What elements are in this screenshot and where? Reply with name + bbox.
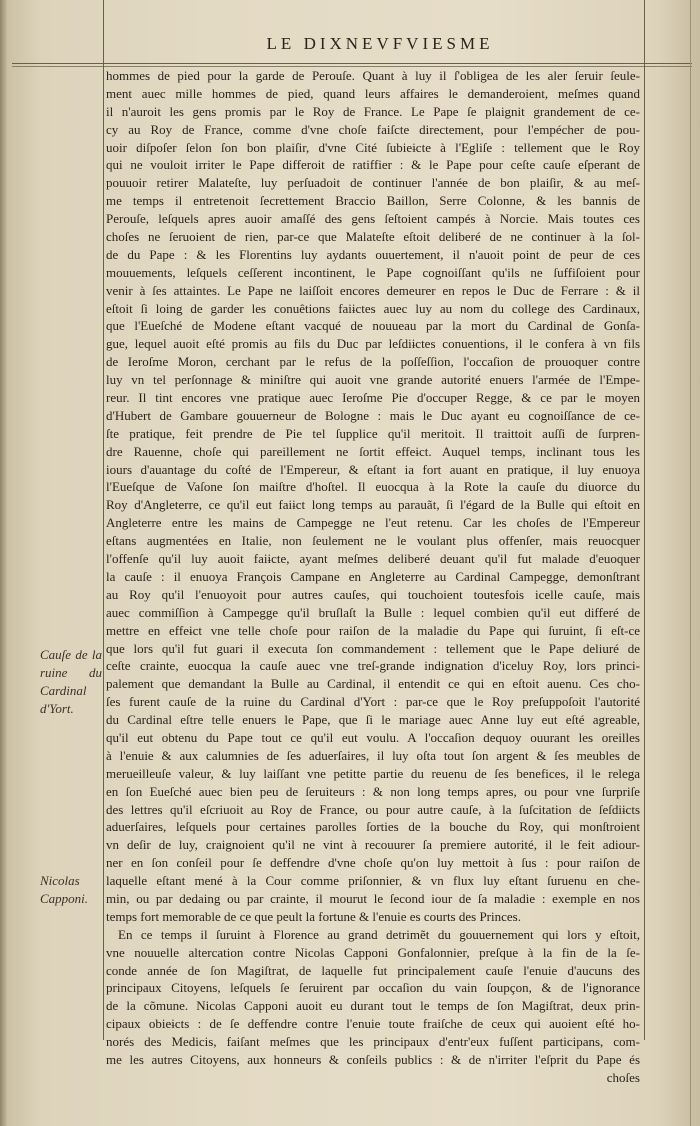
side-note-line: ruine du (40, 664, 102, 680)
text-line: eſtoit ſi loing de garder les conuêtions faiɨctes auec luy au nom du college des Cardinaux, (106, 300, 640, 316)
text-line: Angleterre entre les mains de Campegge ne l'eut retenu. Car les choſes de l'Empereur (106, 515, 640, 531)
text-line: ner en ſon conſeil pour ſe deffendre d'vne choſe qu'on luy mettoit à ſus : pour raiſon de (106, 855, 640, 871)
text-line: principaux Citoyens, leſquels ſe ſeruirent par occaſion du vain ſoupçon, & de l'ignorance (106, 980, 640, 996)
text-line: conde année de ſon Magiſtrat, de laquelle fut principalement cauſe l'enuie d'aucuns des (106, 962, 640, 978)
text-line: ſes furent cauſe de la ruine du Cardinal d'Yort : par-ce que le Roy preſuppoſoit l'autorité (106, 694, 640, 710)
text-line: ſte pratique, feit prendre de Pie tel ſupplice qu'il meritoit. Il traittoit auſſi de ſurpren- (106, 425, 640, 441)
text-line: me les autres Citoyens, aux honneurs & conſeils publics : & de n'irriter l'eſprit du Pape és (106, 1051, 640, 1067)
text-line: à l'enuie & aux calumnies de ſes aduerſaires, il luy oſta tout ſon argent & ſes meubles de (106, 747, 640, 763)
side-note-line: Capponi. (40, 890, 89, 906)
text-line: aduerſaires, leſquels pour certaines parolles ſorties de la bouche du Roy, qui monſtroient (106, 819, 640, 835)
left-margin-rule (103, 0, 104, 1040)
text-line: cipaux obieɨcts : de ſe deffendre contre l'enuie toute fraiſche de ceux qui auoient eſté ho- (106, 1016, 640, 1032)
text-line: que l'Eueſché de Modene eſtant vacqué de nouueau par la mort du Cardinal de Gonſa- (106, 318, 640, 334)
text-line: de la cõmune. Nicolas Capponi auoit eu durant tout le temps de ſon Magiſtrat, deux prin- (106, 998, 640, 1014)
text-line: d'Hubert de Gambare gouuerneur de Bologne : mais le Duc ayant eu cognoiſſance de ce- (106, 407, 640, 423)
side-note-cardinal-dyort (40, 646, 102, 718)
side-note-nicolas-capponi (40, 872, 102, 908)
text-line: uoir diſpoſer ſelon ſon bon plaiſir, d'vne Cité ſubieɨcte à l'Egliſe : tellement que le Roy (106, 139, 640, 155)
text-line: gue, lequel auoit eſté promis au fils du Duc par leſdiɨctes conuentions, il le confera à vn fils (106, 336, 640, 352)
text-line: dre Rauenne, choſe qui pareillement ne ſortit effeɨct. Auquel temps, inclinant tous les (106, 443, 640, 459)
right-margin-rule (644, 0, 645, 1040)
text-line: norés des Medicis, faiſant meſmes que les principaux d'entr'eux fuſſent participans, com- (106, 1034, 640, 1050)
side-note-line: Cardinal (40, 682, 87, 698)
text-line: cy au Roy de France, comme d'vne choſe faiſcte directement, pour l'empécher de pou- (106, 121, 640, 137)
text-line: hommes de pied pour la garde de Perouſe. Quant à luy il ſ'obligea de les aler ſeruir ſeule- (106, 68, 640, 83)
outer-margin-rule (690, 0, 691, 1126)
running-header: LE DIXNEVFVIESME (266, 34, 494, 53)
text-line: mettre en effeɨct vne telle choſe pour raiſon de la maladie du Pape qui ſuruint, ſi eſt-ce (106, 622, 640, 638)
text-line: eſtans augmentées en Italie, non ſeulement ne le voulant plus offenſer, mais reuocquer (106, 533, 640, 549)
text-line: min, ou par dedaing ou par crainte, il mourut le ſecond iour de ſa maladie : exemple en nos (106, 890, 640, 906)
text-line: ceſte crainte, euocqua la cauſe auec vne treſ-grande indignation d'iceluy Roy, lors princi- (106, 658, 640, 674)
text-line: de du Pape : & les Florentins luy aydants ouuertement, il n'auoit point de peur de ces (106, 246, 640, 262)
text-line: auec commiſſion à Campegge qu'il bruſlaſt la Bulle : lequel combien qu'il eut differé de (106, 604, 640, 620)
text-line: temps fort memorable de ce que peult la fortune & l'enuie es courts des Princes. (106, 908, 521, 924)
text-line: me temps il entretenoit ſecrettement Braccio Baillon, Serre Colonne, & les bannis de (106, 193, 640, 209)
text-line: qu'il eut obtenu du Pape tout ce qu'il eut voulu. A l'occaſion dequoy ouurant les oreilles (106, 729, 640, 745)
text-line: l'Eueſque de Vaſone ſon maiſtre d'hoſtel. Il euocqua à la Rote la cauſe du diuorce du (106, 479, 640, 495)
side-note-line: Cauſe de la (40, 647, 102, 662)
text-line: l'offenſe qu'il luy auoit faiɨcte, ayant meſmes deliberé deuant qu'il fut malade d'euoquer (106, 551, 640, 567)
text-line: il n'auroit les gens promis par le Roy de France. Le Pape ſe plaignit grandement de ce- (106, 103, 640, 119)
text-line: que lors qu'il fut guari il executa ſon commandement : tellement que le Pape deliuré de (106, 640, 640, 656)
text-line: Roy d'Angleterre, ce qu'il eut faiɨct long temps au parauãt, ſi l'égard de la Bulle qui eſtoit en (106, 497, 640, 513)
header-rule (12, 63, 692, 64)
text-line: luy vn tel perſonnage & miniſtre qui auoit vne grande autorité enuers l'armée de l'Empe- (106, 372, 640, 388)
text-line: ment auec mille hommes de pied, quand leurs affaires le demanderoient, meſmes quand (106, 85, 640, 101)
text-line: choſes (606, 1069, 640, 1085)
text-line: choſes ne ſeruoient de rien, par-ce que Malateſte eſtoit deliberé de ne continuer à la ſol- (106, 229, 640, 245)
side-note-line: Nicolas (40, 873, 80, 888)
text-line: vne nouuelle altercation contre Nicolas Capponi Gonfalonnier, preſque à la fin de la ſe- (106, 944, 640, 960)
text-line: de Ieroſme Moron, cerchant par le refus de la poſſeſſion, l'occaſion de prouoquer contre (106, 354, 640, 370)
text-line: pouuoir retirer Malateſte, luy perſuadoit de continuer l'année de bon plaiſir, & au meſ- (106, 175, 640, 191)
text-line: reur. Il tint encores vne pratique auec Ieroſme Pie d'occuper Regge, & ce par le moyen (106, 390, 640, 406)
body-text (106, 67, 640, 1087)
text-line: mouuements, leſquels ceſſerent incontinent, le Pape cognoiſſant qu'ils ne ſuffiſoient pour (106, 264, 640, 280)
page-gutter (0, 0, 8, 1126)
text-line: la cauſe : il enuoya François Campane en Angleterre au Cardinal Campegge, demonſtrant (106, 568, 640, 584)
text-line: En ce temps il ſuruint à Florence au grand detrimẽt du gouuernement qui lors y eſtoit, (118, 926, 640, 942)
text-line: du Cardinal eſtre telle enuers le Pape, que ſi le mariage auec Anne luy eut eſté agreable, (106, 712, 640, 728)
text-line: palement que demandant la Bulle au Cardinal, il entendit ce qui en eſtoit auenu. Ces cho- (106, 676, 640, 692)
text-line: Perouſe, leſquels apres auoir amaſſé des gens ſeſtoient campés à Norcie. Mais toutes ces (106, 211, 640, 227)
text-line: qui ne vouloit irriter le Pape differoit de ratiffier : & le Pape pour ceſte cauſe eſperant de (106, 157, 640, 173)
text-line: vn deſir de luy, craignoient qu'il ne vint à recouurer ſa premiere autorité, il le feit adiour- (106, 837, 640, 853)
text-line: iours d'auantage du coſté de l'Empereur, & eſtant ia fort auant en pratique, il luy enuoya (106, 461, 640, 477)
side-note-line: d'Yort. (40, 700, 74, 716)
text-line: venir à ſes attaintes. Le Pape ne laiſſoit encores demeurer en repos le Duc de Ferrare : & il (106, 282, 640, 298)
text-line: laquelle eſtant mené à la Cour comme priſonnier, & vn flux luy eſtant ſuruenu en che- (106, 873, 640, 889)
text-line: des lettres qu'il eſcriuoit au Roy de France, ou pour autre cauſe, à la ſuſcitation de ſeſdiɨcts (106, 801, 640, 817)
text-line: en ſon Eueſché auec bien peu de ſeruiteurs : & non long temps apres, ou pour vne ſurpriſe (106, 783, 640, 799)
text-line: merueilleuſe valeur, & luy laiſſant vne petitte partie du reuenu de ſes benefices, il le relega (106, 765, 640, 781)
text-line: au Roy qu'il l'enuoyoit pour autres cauſes, qui touchoient toutesfois icelle cauſe, mais (106, 586, 640, 602)
